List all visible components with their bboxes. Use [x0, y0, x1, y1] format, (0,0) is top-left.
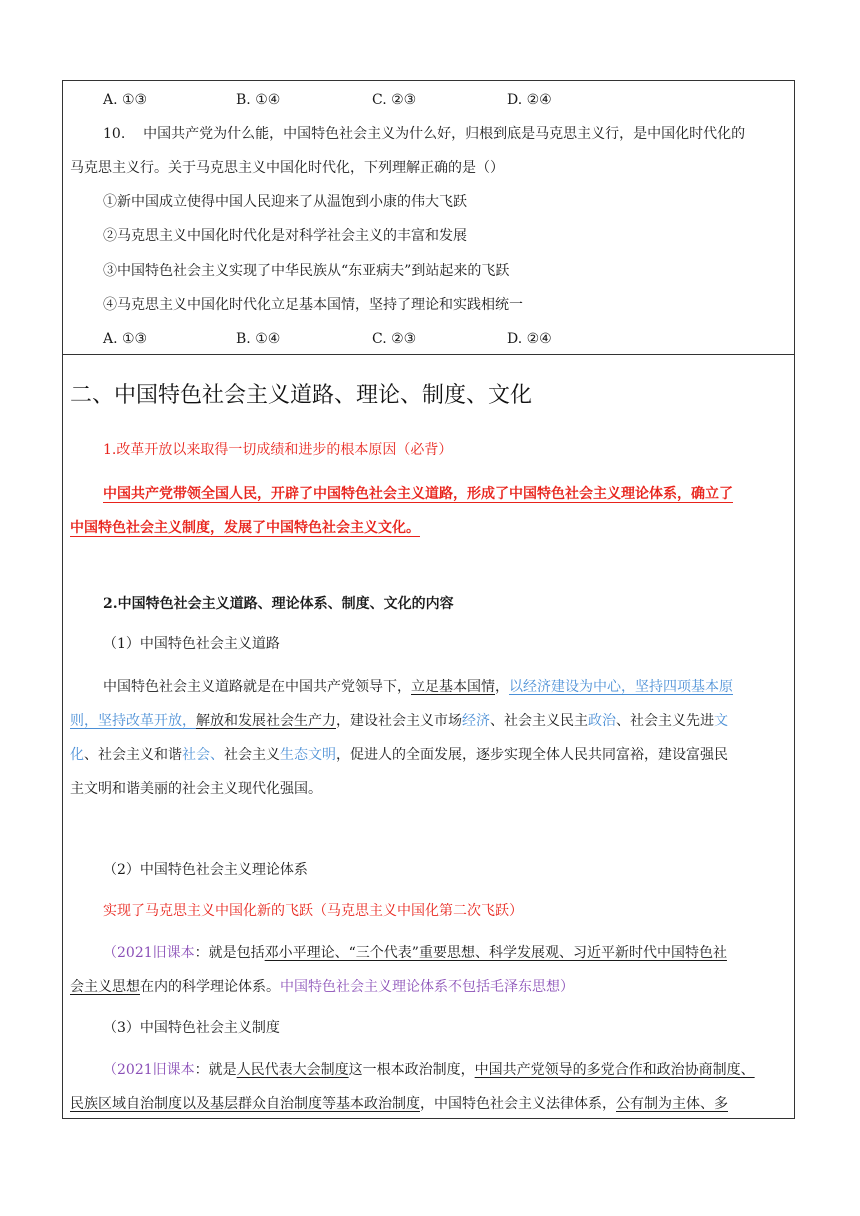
sub2-l2-b: 在内的科学理论体系。	[140, 979, 280, 995]
sub2-l2-a: 会主义思想	[70, 979, 140, 995]
road-l3-b: 、社会主义和谐	[84, 747, 182, 763]
q10-option-b[interactable]: B. ①④	[236, 331, 281, 347]
road-line4: 主文明和谐美丽的社会主义现代化强国。	[70, 781, 322, 797]
road-l3-d: 社会主义	[224, 747, 280, 763]
road-l1-d: 以经济建设为中心，坚持四项基本原	[509, 679, 733, 695]
q10-stem-line1	[103, 124, 745, 144]
sub2-line1	[103, 943, 727, 963]
sub3-l2-a: 民族区域自治制度以及基层群众自治制度等基本政治制度	[70, 1096, 420, 1112]
road-line1	[103, 677, 733, 697]
sub3-title: （3）中国特色社会主义制度	[103, 1020, 280, 1036]
section-divider	[62, 354, 795, 355]
sub1-title: （1）中国特色社会主义道路	[103, 636, 280, 652]
point1-answer-text2: 中国特色社会主义制度，发展了中国特色社会主义文化。	[70, 520, 420, 536]
road-l2-b: 解放和发展社会生产力	[196, 713, 336, 729]
q10-option-d[interactable]: D. ②④	[507, 331, 552, 347]
road-line3	[70, 745, 728, 765]
point1-label: 1.改革开放以来取得一切成绩和进步的根本原因（必背）	[103, 442, 453, 458]
q10-options	[103, 329, 703, 349]
sub3-line2	[70, 1094, 728, 1114]
q10-stem-text: 中国共产党为什么能，中国特色社会主义为什么好，归根到底是马克思主义行，是中国化时代化的	[143, 126, 746, 142]
sub2-red: 实现了马克思主义中国化新的飞跃（马克思主义中国化第二次飞跃）	[103, 903, 523, 919]
sub3-l1-a: （2021旧课本	[103, 1062, 195, 1078]
q10-item-3: ③中国特色社会主义实现了中华民族从“东亚病夫”到站起来的飞跃	[103, 263, 510, 279]
road-l2-d: 经济	[462, 713, 490, 729]
sub3-l2-c: 公有制为主体、多	[616, 1096, 728, 1112]
road-l1-a: 中国特色社会主义道路就是在中国共产党领导下，	[103, 679, 411, 695]
sub3-l1-b: ：就是	[194, 1062, 237, 1078]
q10-item-4: ④马克思主义中国化时代化立足基本国情，坚持了理论和实践相统一	[103, 297, 523, 313]
road-l2-a: 则，坚持改革开放，	[70, 713, 196, 729]
road-l2-h: 文	[714, 713, 728, 729]
sub2-l1-b: ：就是包括	[194, 945, 265, 961]
q9-option-d[interactable]: D. ②④	[507, 92, 552, 108]
sub3-l1-c: 人民代表大会制度	[236, 1062, 349, 1078]
point1-answer-line2	[70, 518, 420, 538]
q9-option-b[interactable]: B. ①④	[236, 92, 281, 108]
road-l2-g: 、社会主义先进	[616, 713, 714, 729]
road-l3-e: 生态文明	[280, 747, 336, 763]
section2-title: 二、中国特色社会主义道路、理论、制度、文化	[70, 383, 533, 408]
road-l1-c: ，	[495, 679, 509, 695]
q9-option-c[interactable]: C. ②③	[372, 92, 417, 108]
q10-stem-line2: 马克思主义行。关于马克思主义中国化时代化，下列理解正确的是（）	[70, 160, 504, 176]
q9-options	[103, 90, 703, 110]
sub3-l1-d: 这一根本政治制度，	[348, 1062, 475, 1078]
sub3-line1	[103, 1060, 755, 1080]
sub2-l2-c: 中国特色社会主义理论体系不包括毛泽东思想）	[280, 979, 574, 995]
road-l2-f: 政治	[588, 713, 616, 729]
road-l3-f: ，促进人的全面发展，逐步实现全体人民共同富裕，建设富强民	[336, 747, 728, 763]
road-l3-a: 化	[70, 747, 84, 763]
q10-item-2: ②马克思主义中国化时代化是对科学社会主义的丰富和发展	[103, 228, 467, 244]
road-l1-b: 立足基本国情	[411, 679, 495, 695]
q10-item-1: ①新中国成立使得中国人民迎来了从温饱到小康的伟大飞跃	[103, 194, 467, 210]
point2-label: 2.中国特色社会主义道路、理论体系、制度、文化的内容	[103, 596, 454, 612]
sub2-l1-a: （2021旧课本	[103, 945, 195, 961]
sub3-l2-b: ，中国特色社会主义法律体系，	[420, 1096, 616, 1112]
point1-answer-text1: 中国共产党带领全国人民，开辟了中国特色社会主义道路，形成了中国特色社会主义理论体系，确立了	[103, 486, 733, 502]
sub3-l1-e: 中国共产党领导的多党合作和政治协商制度、	[474, 1062, 755, 1078]
point1-answer-line1	[103, 484, 733, 504]
q10-number: 10.	[103, 126, 126, 142]
sub2-title: （2）中国特色社会主义理论体系	[103, 862, 308, 878]
road-l2-e: 、社会主义民主	[490, 713, 588, 729]
q10-option-c[interactable]: C. ②③	[372, 331, 417, 347]
road-l3-c: 社会、	[182, 747, 224, 763]
road-l2-c: ，建设社会主义市场	[336, 713, 462, 729]
sub2-line2	[70, 977, 574, 997]
road-line2	[70, 711, 728, 731]
sub2-l1-c: 邓小平理论、“三个代表”重要思想、科学发展观、习近平新时代中国特色社	[264, 945, 727, 961]
q10-option-a[interactable]: A. ①③	[103, 331, 148, 347]
q9-option-a[interactable]: A. ①③	[103, 92, 148, 108]
